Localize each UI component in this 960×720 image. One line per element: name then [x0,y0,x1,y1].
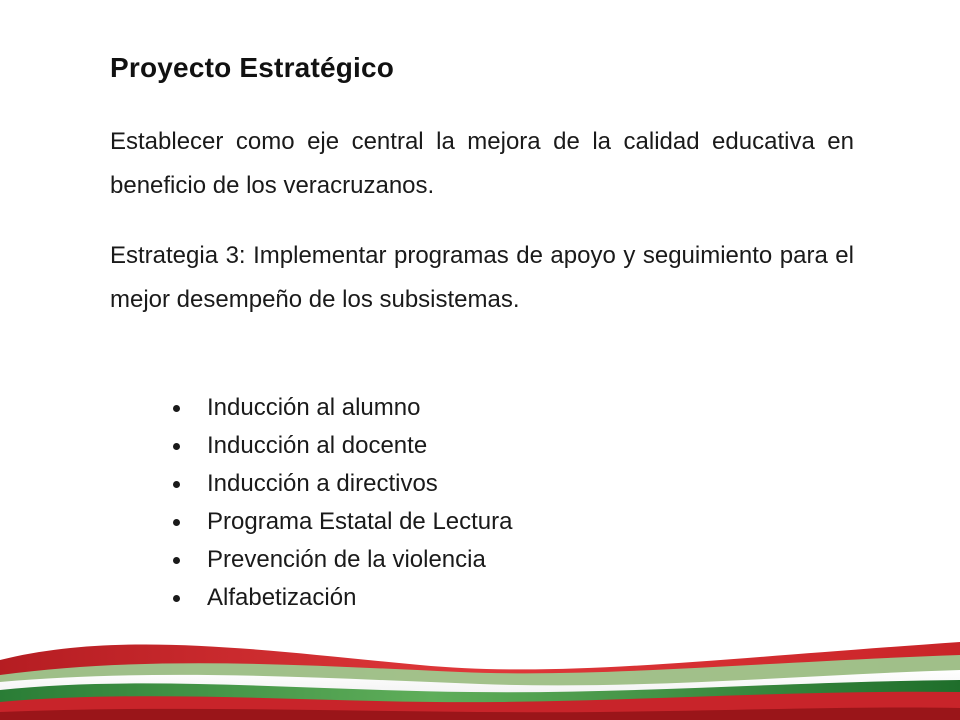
bullet-text: Inducción a directivos [207,470,438,497]
bullet-text: Inducción al docente [207,432,428,459]
bullet-item [170,427,513,465]
bullet-icon [173,405,180,412]
bullet-text: Inducción al alumno [207,394,421,421]
bullet-text: Alfabetización [207,584,357,611]
bullet-text: Prevención de la violencia [207,546,486,573]
bullet-item [170,465,513,503]
bullet-icon [173,443,180,450]
bullet-icon [173,481,180,488]
decorative-ribbon [0,620,960,720]
slide-title: Proyecto Estratégico [110,52,395,83]
bullet-list [170,389,513,617]
bullet-item [170,503,513,541]
paragraph-strategy: Estrategia 3: Implementar programas de apoyo y seguimiento para el mejor desempeño de los subsistemas. [110,242,854,313]
bullet-item [170,541,513,579]
bullet-icon [173,595,180,602]
bullet-item [170,389,513,427]
bullet-text: Programa Estatal de Lectura [207,508,513,535]
bullet-icon [173,557,180,564]
bullet-item [170,579,513,617]
paragraph-objective: Establecer como eje central la mejora de la calidad educativa en beneficio de los veracruzanos. [110,128,854,199]
bullet-icon [173,519,180,526]
